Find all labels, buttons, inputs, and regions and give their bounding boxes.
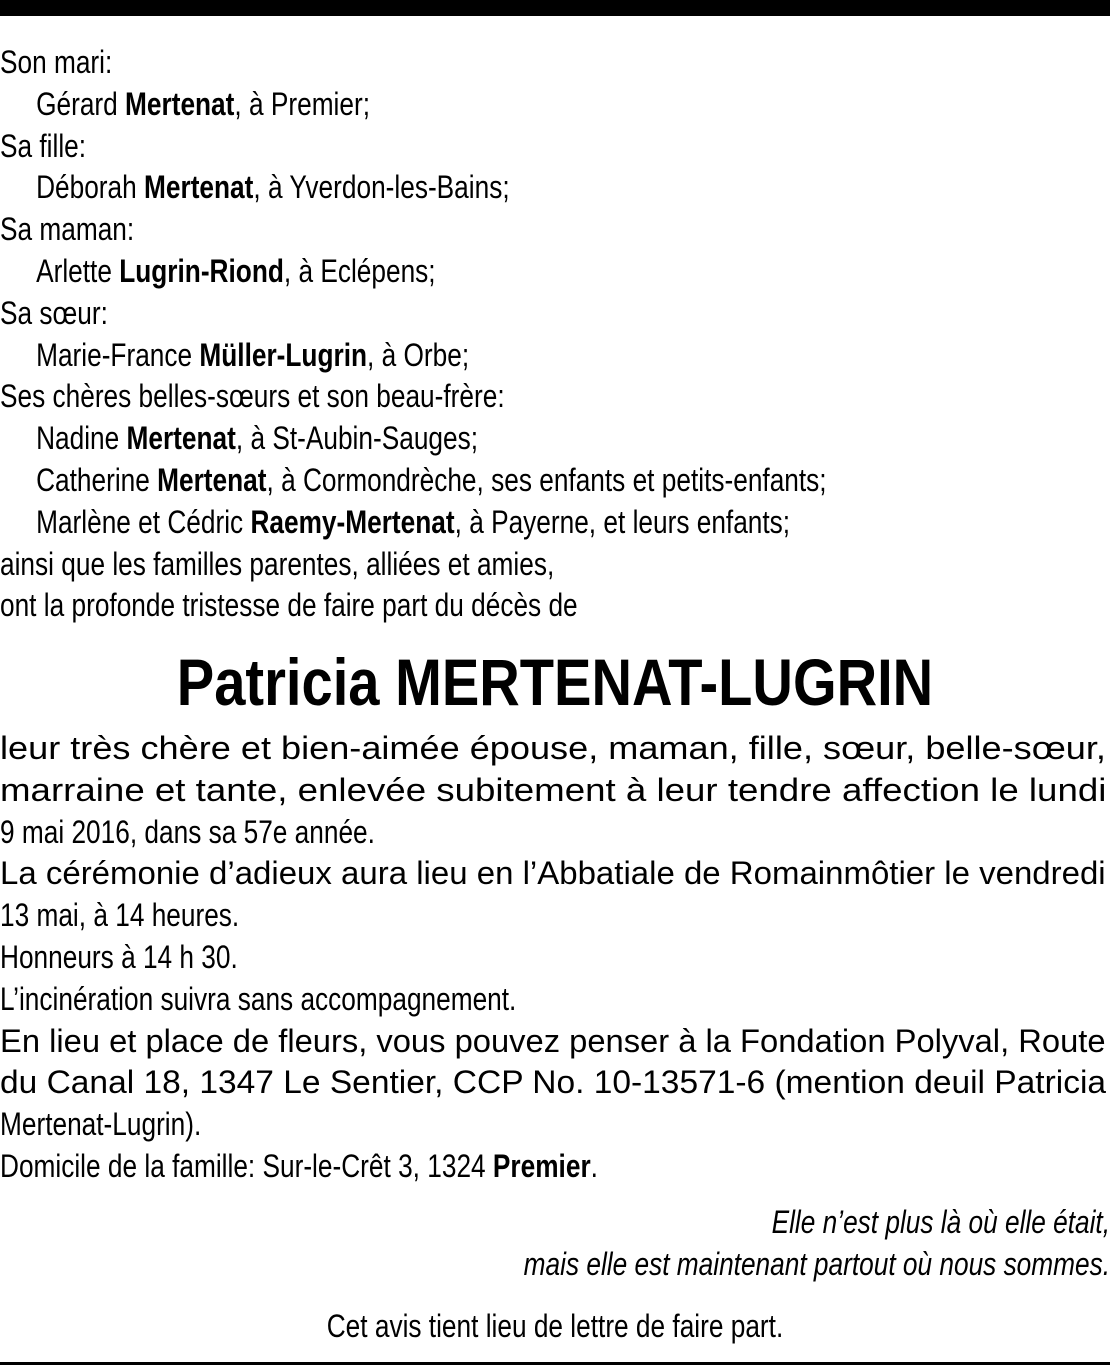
family-member: Catherine Mertenat, à Cormondrèche, ses enfants et petits-enfants; — [36, 461, 827, 498]
donation-line: Mertenat-Lugrin). — [0, 1106, 202, 1143]
ceremony-line: 13 mai, à 14 heures. — [0, 897, 240, 934]
tribute-line: leur très chère et bien-aimée épouse, maman, fille, sœur, belle-sœur, — [0, 730, 1106, 766]
family-surname: Mertenat — [157, 461, 267, 498]
family-member: Arlette Lugrin-Riond, à Eclépens; — [36, 252, 436, 289]
family-member: Nadine Mertenat, à St-Aubin-Sauges; — [36, 420, 479, 457]
ceremony-line: La cérémonie d’adieux aura lieu en l’Abbatiale de Romainmôtier le vendredi — [0, 855, 1106, 892]
family-member: Marie-France Müller-Lugrin, à Orbe; — [36, 336, 470, 373]
family-member: Gérard Mertenat, à Premier; — [36, 85, 370, 122]
relation-label: Ses chères belles-sœurs et son beau-frère: — [0, 378, 505, 415]
tribute-line: 9 mai 2016, dans sa 57e année. — [0, 813, 375, 850]
relation-label: Sa maman: — [0, 211, 135, 248]
family-surname: Mertenat — [126, 420, 236, 457]
bottom-rule — [0, 1362, 1110, 1365]
deceased-name: Patricia MERTENAT-LUGRIN — [176, 645, 934, 719]
honneurs-line: Honneurs à 14 h 30. — [0, 938, 238, 975]
intro-line: ainsi que les familles parentes, alliées et amies, — [0, 545, 555, 582]
tribute-line: marraine et tante, enlevée subitement à leur tendre affection le lundi — [0, 771, 1107, 808]
announcement-body — [0, 728, 1110, 1188]
family-member: Marlène et Cédric Raemy-Mertenat, à Payerne, et leurs enfants; — [36, 503, 791, 540]
donation-line: du Canal 18, 1347 Le Sentier, CCP No. 10-13571-6 (mention deuil Patricia — [0, 1064, 1107, 1101]
relation-label: Sa fille: — [0, 127, 87, 164]
incineration-line: L’incinération suivra sans accompagnement. — [0, 980, 517, 1017]
relation-label: Sa sœur: — [0, 294, 108, 331]
intro-line: ont la profonde tristesse de faire part du décès de — [0, 587, 578, 624]
family-member: Déborah Mertenat, à Yverdon-les-Bains; — [36, 169, 510, 206]
donation-line: En lieu et place de fleurs, vous pouvez penser à la Fondation Polyval, Route — [0, 1022, 1106, 1059]
family-surname: Müller-Lugrin — [199, 336, 368, 373]
domicile-line: Domicile de la famille: Sur-le-Crêt 3, 1324 Premier. — [0, 1147, 598, 1184]
top-rule — [0, 0, 1110, 16]
family-list — [0, 42, 1110, 627]
family-surname: Mertenat — [125, 85, 235, 122]
family-surname: Raemy-Mertenat — [250, 503, 455, 540]
quote-line: mais elle est maintenant partout où nous sommes. — [523, 1245, 1110, 1282]
family-surname: Mertenat — [144, 169, 254, 206]
relation-label: Son mari: — [0, 44, 113, 80]
memorial-quote — [0, 1202, 1110, 1286]
quote-line: Elle n’est plus là où elle était, — [771, 1204, 1110, 1240]
closing-note: Cet avis tient lieu de lettre de faire part. — [326, 1308, 784, 1344]
domicile-place: Premier — [492, 1147, 591, 1184]
family-surname: Lugrin-Riond — [119, 252, 284, 289]
